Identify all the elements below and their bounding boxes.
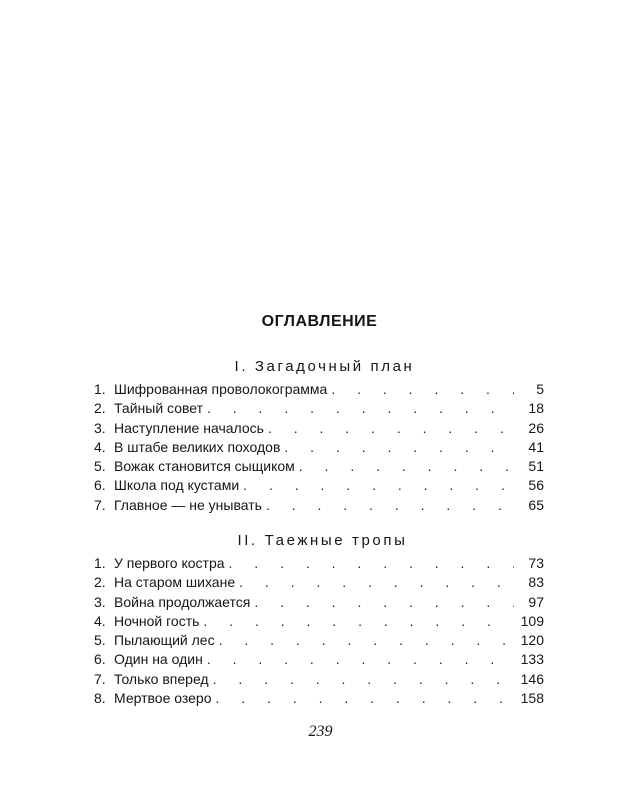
part-heading: I. Загадочный план [234, 358, 415, 375]
entry-number: 4. [94, 438, 106, 455]
entry-title: Пылающий лес [114, 632, 215, 649]
entry-page-number: 65 [528, 496, 544, 513]
entry-page-number: 109 [520, 612, 544, 629]
toc-entry [94, 420, 544, 439]
toc-list [94, 381, 544, 516]
entry-title: Тайный совет [114, 400, 203, 417]
toc-entry [94, 458, 544, 477]
entry-title: Главное — не унывать [114, 496, 262, 513]
entry-page-number: 51 [528, 458, 544, 475]
entry-page-number: 18 [528, 400, 544, 417]
dot-leader [243, 477, 514, 493]
entry-number: 6. [94, 477, 106, 494]
entry-title: В штабе великих походов [114, 438, 281, 455]
dot-leader [239, 574, 514, 590]
dot-leader [331, 381, 514, 397]
dot-leader [216, 690, 515, 706]
entry-number: 3. [94, 419, 106, 436]
entry-title: У первого костра [114, 555, 225, 571]
toc-entry [94, 439, 544, 458]
toc-entry [94, 613, 544, 632]
entry-title: Один на один [114, 651, 203, 668]
toc-entry [94, 632, 544, 651]
entry-number: 2. [94, 574, 106, 591]
entry-page-number: 120 [520, 632, 544, 649]
entry-title: Только вперед [114, 670, 209, 687]
entry-title: На старом шихане [114, 574, 236, 591]
dot-leader [229, 555, 514, 571]
entry-title: Ночной гость [114, 612, 200, 629]
entry-title: Шифрованная проволокограмма [114, 381, 328, 397]
entry-page-number: 5 [536, 381, 544, 397]
toc-entry [94, 381, 544, 400]
toc-entry [94, 651, 544, 670]
entry-page-number: 158 [520, 690, 544, 707]
entry-page-number: 83 [528, 574, 544, 591]
entry-number: 3. [94, 593, 106, 610]
part-heading: II. Таежные тропы [237, 532, 408, 549]
entry-number: 5. [94, 632, 106, 649]
toc-entry [94, 400, 544, 419]
entry-page-number: 146 [520, 670, 544, 687]
dot-leader [266, 497, 514, 513]
toc-entry [94, 497, 544, 516]
dot-leader [299, 458, 514, 474]
dot-leader [254, 594, 514, 610]
toc-entry [94, 594, 544, 613]
entry-title: Школа под кустами [114, 477, 240, 494]
entry-page-number: 26 [528, 419, 544, 436]
entry-title: Вожак становится сыщиком [114, 458, 295, 475]
dot-leader [213, 671, 514, 687]
entry-page-number: 56 [528, 477, 544, 494]
toc-entry [94, 555, 544, 574]
entry-title: Война продолжается [114, 593, 251, 610]
entry-title: Наступление началось [114, 419, 264, 436]
dot-leader [203, 613, 514, 629]
entry-number: 1. [94, 381, 106, 397]
entry-number: 6. [94, 651, 106, 668]
entry-page-number: 41 [528, 438, 544, 455]
entry-number: 7. [94, 670, 106, 687]
dot-leader [207, 651, 514, 667]
toc-list [94, 555, 544, 709]
entry-number: 4. [94, 612, 106, 629]
toc-entry [94, 690, 544, 709]
page-title: ОГЛАВЛЕНИЕ [261, 313, 378, 330]
dot-leader [219, 632, 514, 648]
toc-entry [94, 477, 544, 496]
entry-number: 2. [94, 400, 106, 417]
toc-entry [94, 671, 544, 690]
dot-leader [268, 420, 514, 436]
entry-page-number: 133 [520, 651, 544, 668]
entry-page-number: 97 [528, 593, 544, 610]
entry-page-number: 73 [528, 555, 544, 571]
entry-title: Мертвое озеро [114, 690, 212, 707]
dot-leader [284, 439, 514, 455]
entry-number: 8. [94, 690, 106, 707]
entry-number: 1. [94, 555, 106, 571]
page-number: 239 [308, 723, 333, 740]
dot-leader [207, 400, 514, 416]
entry-number: 7. [94, 496, 106, 513]
toc-entry [94, 574, 544, 593]
entry-number: 5. [94, 458, 106, 475]
